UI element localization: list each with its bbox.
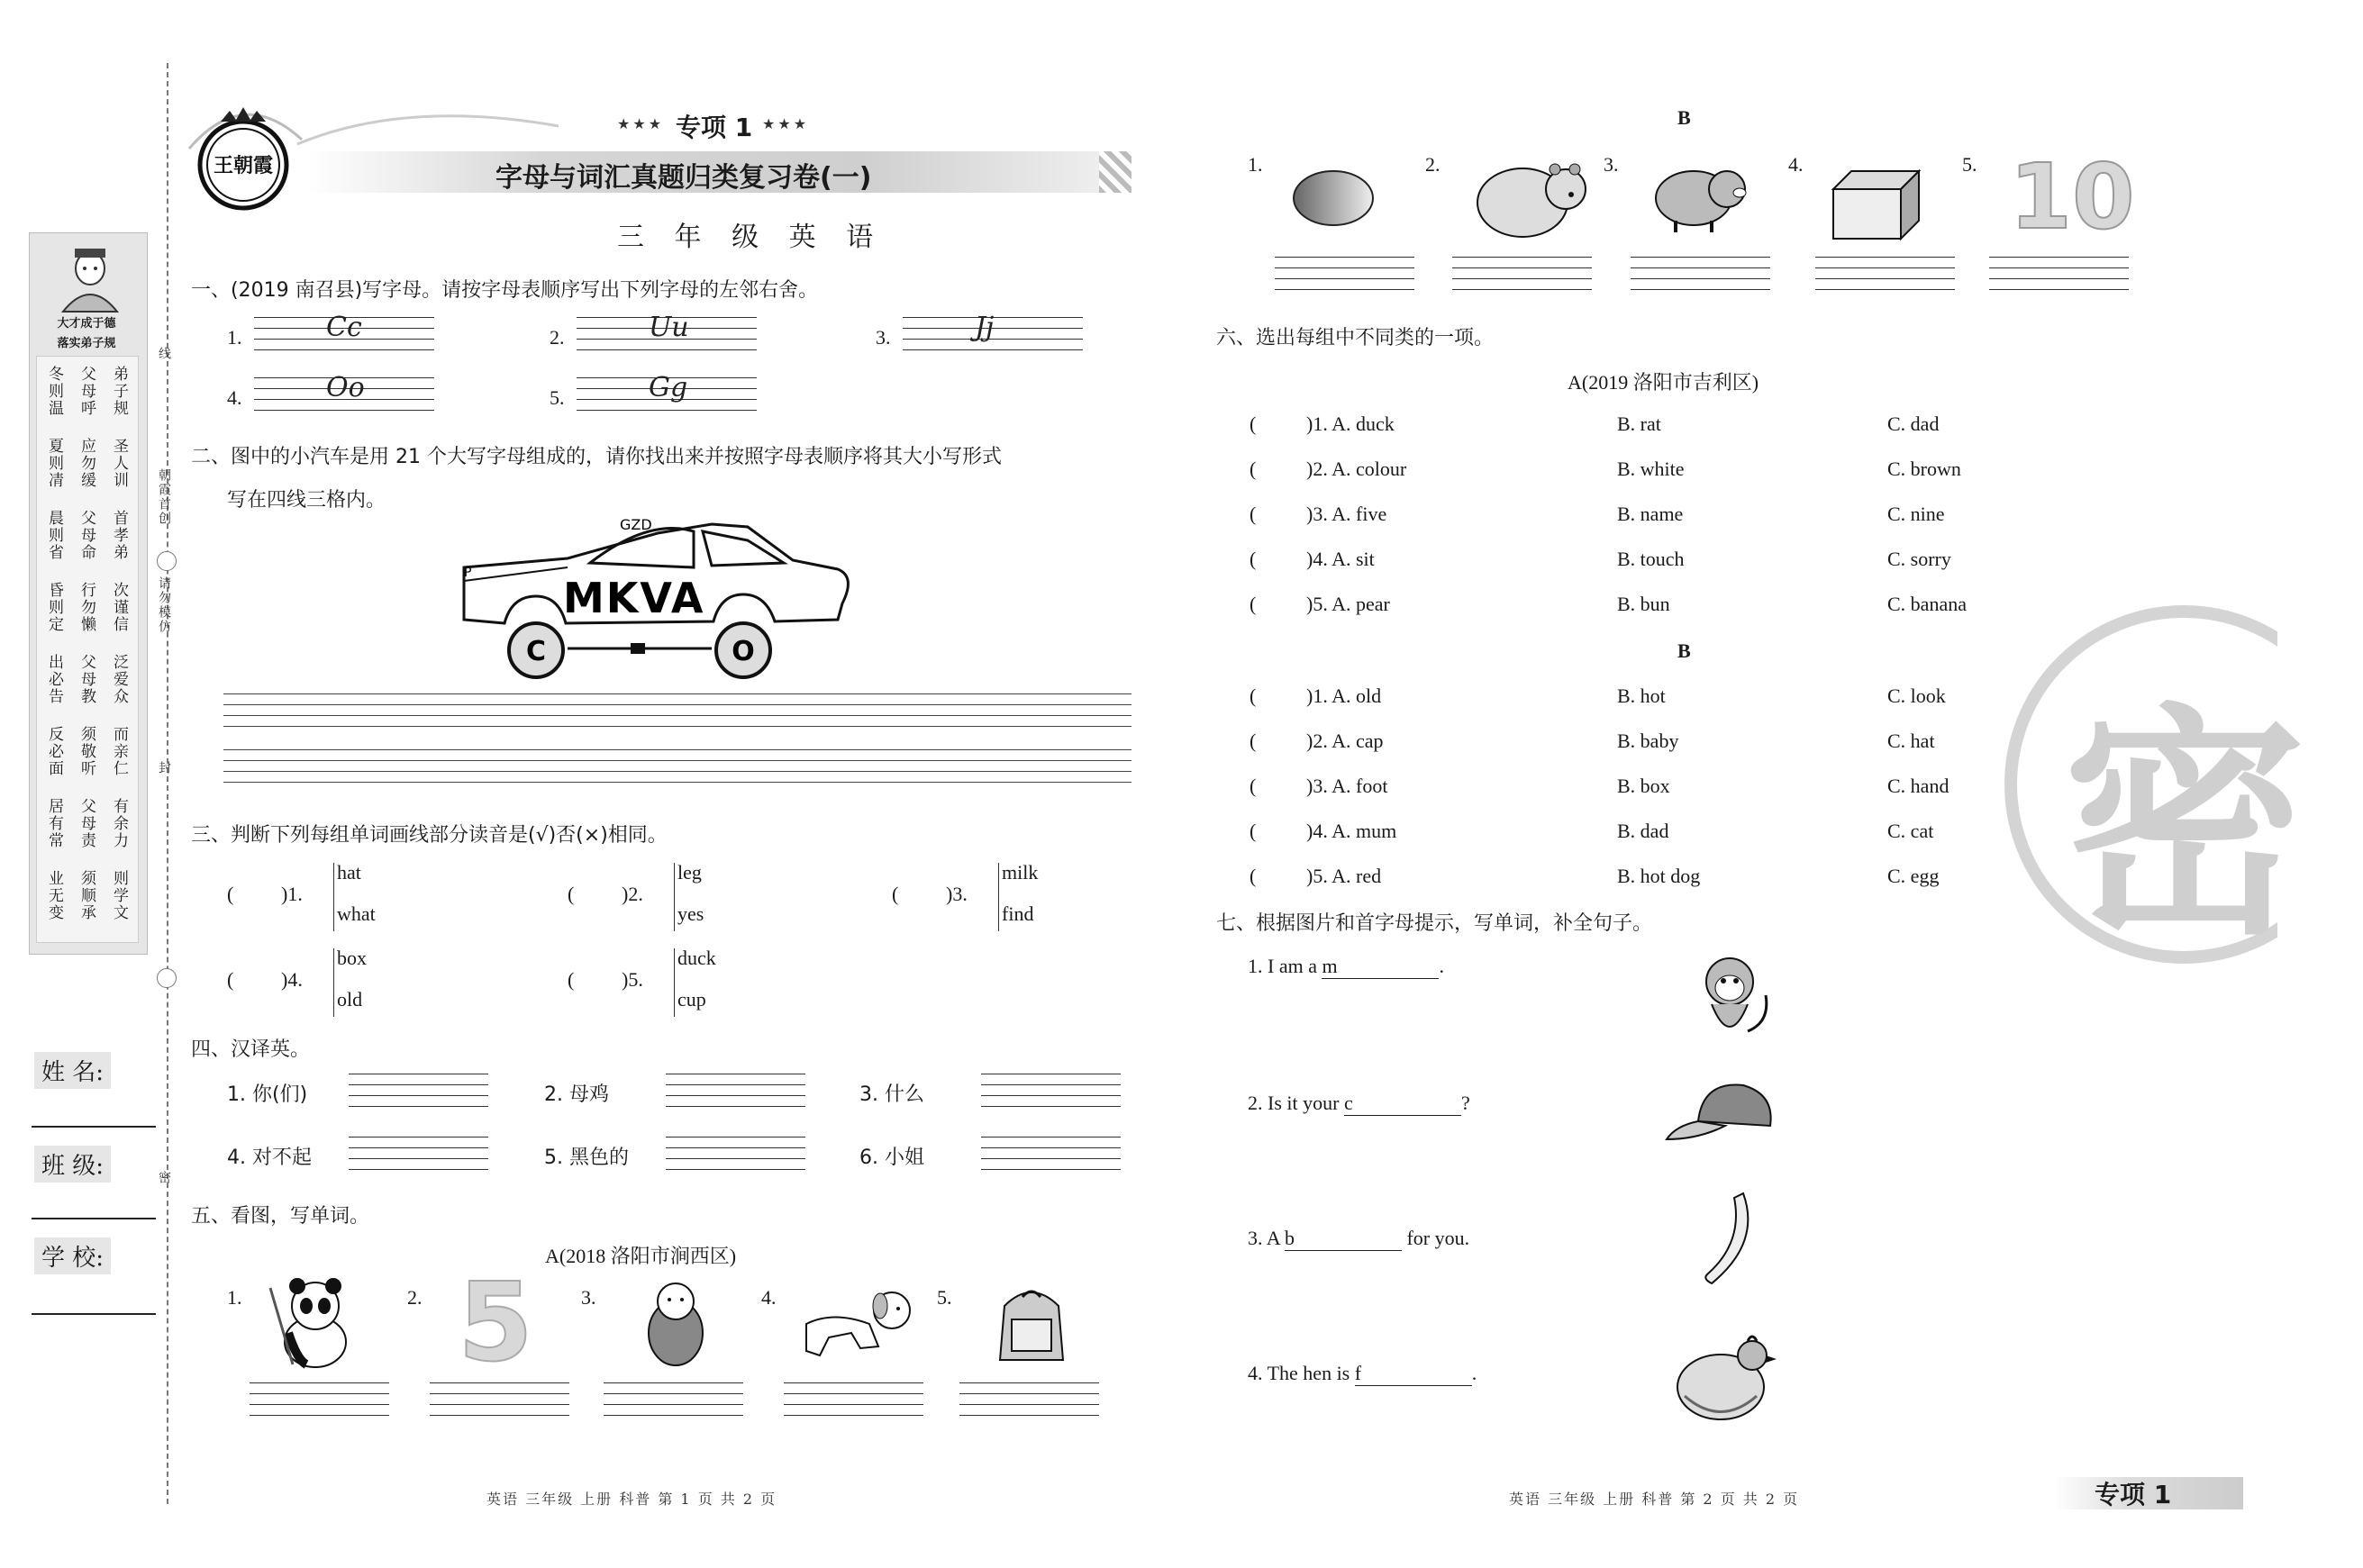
brand-logo-icon — [180, 95, 306, 212]
q6-option-a: )1. A. duck — [1306, 412, 1395, 435]
car-body-letters: MKVA — [563, 574, 705, 622]
q5b-writing-grid[interactable] — [1815, 257, 1955, 298]
q7-sentence-end: ? — [1460, 1092, 1470, 1114]
q5b-item-number: 4. — [1788, 153, 1804, 176]
car-top-letters: GZD — [620, 516, 652, 533]
poem-column: 晨则省 — [45, 510, 63, 561]
q6-option-a: )3. A. five — [1306, 503, 1387, 525]
q7-first-letter: m — [1322, 955, 1338, 977]
q7-sentence — [1248, 955, 1444, 979]
q6-option-a: )1. A. old — [1306, 684, 1382, 707]
q4-writing-grid[interactable] — [666, 1074, 805, 1115]
q5a-writing-grid[interactable] — [959, 1382, 1099, 1424]
q6-option-b: B. touch — [1617, 548, 1685, 570]
q7-answer-blank[interactable] — [1322, 955, 1439, 979]
q3-title: 三、判断下列每组单词画线部分读音是(√)否(×)相同。 — [191, 824, 668, 847]
margin-text-2: 请勿模仿 — [157, 576, 171, 634]
q6-answer-paren[interactable]: ( — [1250, 865, 1257, 887]
q6-option-b: B. name — [1617, 503, 1684, 525]
margin-text-seal: 封 — [157, 761, 171, 775]
q5b-item-number: 5. — [1962, 153, 1977, 176]
q7-answer-blank[interactable] — [1355, 1362, 1472, 1386]
q7-sentence-end: . — [1439, 955, 1444, 977]
q2-title: 二、图中的小汽车是用 21 个大写字母组成的，请你找出来并按照字母表顺序将其大小写形式 — [191, 446, 1002, 468]
q5b-item-number: 2. — [1425, 153, 1441, 176]
q1-item-number: 3. — [876, 326, 891, 349]
q3-word-1: hat — [337, 861, 361, 884]
box-icon — [1824, 162, 1923, 243]
q1-item-number: 1. — [227, 326, 242, 349]
monkey-icon — [1680, 950, 1779, 1049]
q6-option-b: B. hot dog — [1617, 865, 1701, 887]
q6-option-c: C. cat — [1887, 820, 1934, 842]
q6-answer-paren[interactable]: ( — [1250, 820, 1257, 842]
q5a-item-number: 5. — [937, 1286, 952, 1309]
q6-answer-paren[interactable]: ( — [1250, 684, 1257, 707]
q6-option-a: )5. A. red — [1306, 865, 1382, 887]
margin-text-secret: 密 — [157, 1171, 171, 1185]
q4-item-label: 3. 什么 — [859, 1083, 924, 1106]
footer-right: 英语 三年级 上册 科普 第 2 页 共 2 页 — [1509, 1491, 1800, 1508]
q6-answer-paren[interactable]: ( — [1250, 548, 1257, 570]
q1-letter-pair: Gg — [649, 372, 688, 403]
logo-text: 王朝霞 — [213, 154, 274, 177]
q1-letter-pair: Oo — [326, 372, 365, 403]
q5a-writing-grid[interactable] — [784, 1382, 923, 1424]
q6-option-a: )2. A. cap — [1306, 730, 1384, 752]
poem-column: 次谨信 — [110, 582, 128, 633]
q7-sentence-start: 2. Is it your — [1248, 1092, 1344, 1114]
poem-column: 昏则定 — [45, 582, 63, 633]
poem-column: 圣人训 — [110, 438, 128, 489]
q5-group-a: A(2018 洛阳市涧西区) — [545, 1245, 737, 1267]
q2-ruled-line — [223, 771, 1132, 772]
q5b-item-number: 1. — [1248, 153, 1263, 176]
q4-writing-grid[interactable] — [349, 1074, 488, 1115]
car-wheel-c: C — [525, 636, 547, 667]
q4-writing-grid[interactable] — [981, 1074, 1121, 1115]
q2-ruled-line — [223, 704, 1132, 705]
q3-bracket — [998, 863, 999, 931]
poem-column: 冬则温 — [45, 366, 63, 417]
baby-icon — [635, 1270, 716, 1369]
banner-checker — [1099, 151, 1132, 193]
q2-ruled-line — [223, 715, 1132, 716]
page-title: 字母与词汇真题归类复习卷(一) — [495, 162, 872, 194]
q2-ruled-line — [223, 749, 1132, 750]
q6-option-c: C. look — [1887, 684, 1946, 707]
q6-option-c: C. nine — [1887, 503, 1945, 525]
q2-ruled-line — [223, 726, 1132, 727]
number-ten-text: 10 — [2009, 144, 2135, 249]
q6-option-c: C. brown — [1887, 458, 1961, 480]
q7-title: 七、根据图片和首字母提示，写单词，补全句子。 — [1216, 912, 1653, 935]
q6-option-c: C. hat — [1887, 730, 1935, 752]
q6-option-b: B. bun — [1617, 593, 1670, 615]
series-stars-right: ★★★ — [762, 115, 810, 132]
q6-option-a: )3. A. foot — [1306, 775, 1388, 797]
q4-title: 四、汉译英。 — [191, 1038, 311, 1061]
q1-item-number: 2. — [550, 326, 565, 349]
margin-text-1: 朝霞首创 — [157, 468, 171, 526]
q7-sentence — [1248, 1092, 1470, 1116]
q6-answer-paren[interactable]: ( — [1250, 503, 1257, 525]
q4-item-label: 6. 小姐 — [859, 1147, 924, 1169]
dog-icon — [797, 1283, 919, 1364]
q6-answer-paren[interactable]: ( — [1250, 775, 1257, 797]
q3-answer-paren[interactable]: ( — [227, 968, 234, 991]
q2-ruled-line — [223, 782, 1132, 783]
q3-answer-paren[interactable]: ( — [568, 883, 575, 905]
q6-answer-paren[interactable]: ( — [1250, 593, 1257, 615]
q1-letter-pair: Jj — [975, 312, 995, 343]
q2-ruled-line — [223, 693, 1132, 694]
footer-left: 英语 三年级 上册 科普 第 1 页 共 2 页 — [486, 1491, 777, 1508]
class-label: 班 级: — [34, 1146, 111, 1183]
school-field[interactable] — [32, 1313, 156, 1315]
q3-bracket — [674, 948, 675, 1017]
q6-option-c: C. dad — [1887, 412, 1940, 435]
name-field[interactable] — [32, 1126, 156, 1128]
poem-column: 须顺承 — [77, 870, 95, 921]
q2-title-cont: 写在四线三格内。 — [227, 489, 386, 512]
q6-option-a: )5. A. pear — [1306, 593, 1390, 615]
q6-answer-paren[interactable]: ( — [1250, 458, 1257, 480]
q7-sentence-end: . — [1471, 1362, 1477, 1384]
number-five-icon — [455, 1261, 536, 1386]
q3-item-number: )4. — [281, 968, 303, 991]
letter-car-illustration — [450, 513, 856, 684]
q7-sentence-start: 1. I am a — [1248, 955, 1322, 977]
q5b-writing-grid[interactable] — [1275, 257, 1414, 298]
poem-column: 父母命 — [77, 510, 95, 561]
pig-icon — [1644, 153, 1752, 234]
poem-column: 行勿懒 — [77, 582, 95, 633]
q7-first-letter: f — [1354, 1362, 1362, 1384]
q4-writing-grid[interactable] — [981, 1137, 1121, 1178]
q6-group-b: B — [1677, 639, 1691, 662]
poem-grid — [40, 362, 133, 938]
q3-word-2: what — [337, 902, 376, 925]
q3-bracket — [333, 948, 334, 1017]
q6-option-c: C. banana — [1887, 593, 1967, 615]
q3-word-1: leg — [677, 861, 702, 884]
number-five-text: 5 — [458, 1261, 533, 1386]
q5a-item-number: 1. — [227, 1286, 242, 1309]
q3-word-1: duck — [677, 947, 716, 969]
q4-item-label: 2. 母鸡 — [544, 1083, 609, 1106]
q1-letter-pair: Cc — [326, 312, 362, 343]
q6-title: 六、选出每组中不同类的一项。 — [1216, 327, 1495, 349]
binding-dash-line — [167, 63, 168, 1504]
poem-column: 应勿缓 — [77, 438, 95, 489]
q6-option-b: B. rat — [1617, 412, 1661, 435]
q5a-writing-grid[interactable] — [430, 1382, 569, 1424]
poem-column: 须敬听 — [77, 726, 95, 777]
poem-column: 反必面 — [45, 726, 63, 777]
stamp-char: 密 — [2063, 684, 2306, 967]
q3-word-2: find — [1002, 902, 1034, 925]
q5b-writing-grid[interactable] — [1631, 257, 1770, 298]
q3-bracket — [674, 863, 675, 931]
poem-column: 居有常 — [45, 798, 63, 849]
q6-option-b: B. white — [1617, 458, 1685, 480]
scholar-icon — [50, 241, 131, 313]
poem-column: 业无变 — [45, 870, 63, 921]
q7-first-letter: b — [1284, 1227, 1295, 1249]
q7-sentence-start: 4. The hen is — [1248, 1362, 1355, 1384]
motto-2: 落实弟子规 — [57, 337, 116, 350]
q5b-item-number: 3. — [1604, 153, 1619, 176]
q5a-item-number: 2. — [407, 1286, 423, 1309]
q4-writing-grid[interactable] — [349, 1137, 488, 1178]
q1-item-number: 5. — [550, 386, 565, 409]
q5b-writing-grid[interactable] — [1452, 257, 1592, 298]
q3-item-number: )1. — [281, 883, 303, 905]
q3-word-2: cup — [677, 988, 706, 1011]
q6-option-b: B. baby — [1617, 730, 1679, 752]
name-label: 姓 名: — [34, 1052, 111, 1089]
poem-column: 则学文 — [110, 870, 128, 921]
motto-1: 大才成于德 — [57, 317, 116, 331]
poem-column: 弟子规 — [110, 366, 128, 417]
q6-group-a: A(2019 洛阳市吉利区) — [1568, 371, 1759, 394]
q6-option-c: C. hand — [1887, 775, 1949, 797]
q4-writing-grid[interactable] — [666, 1137, 805, 1178]
q7-answer-blank[interactable] — [1344, 1092, 1461, 1116]
q6-option-b: B. hot — [1617, 684, 1666, 707]
poem-column: 父母教 — [77, 654, 95, 705]
q3-word-1: box — [337, 947, 367, 969]
poem-column: 而亲仁 — [110, 726, 128, 777]
poem-column: 首孝弟 — [110, 510, 128, 561]
car-letter-p: P — [464, 566, 472, 580]
q3-answer-paren[interactable]: ( — [568, 968, 575, 991]
q4-item-label: 5. 黑色的 — [544, 1147, 629, 1169]
q5a-writing-grid[interactable] — [250, 1382, 389, 1424]
class-field[interactable] — [32, 1218, 156, 1219]
number-ten-icon — [2009, 144, 2135, 249]
q7-sentence-end: for you. — [1401, 1227, 1470, 1249]
q1-letter-pair: Uu — [649, 312, 689, 343]
q3-word-2: yes — [677, 902, 704, 925]
q5a-item-number: 4. — [761, 1286, 777, 1309]
footer-corner-label: 专项 1 — [2095, 1480, 2172, 1509]
poem-column: 父母责 — [77, 798, 95, 849]
q5a-item-number: 3. — [581, 1286, 596, 1309]
q3-item-number: )5. — [622, 968, 643, 991]
page-subtitle: 三 年 级 英 语 — [617, 222, 885, 253]
binding-hole-icon — [157, 551, 177, 571]
q1-title: 一、(2019 南召县)写字母。请按字母表顺序写出下列字母的左邻右舍。 — [191, 279, 819, 302]
q3-item-number: )3. — [946, 883, 968, 905]
schoolbag-icon — [986, 1279, 1077, 1369]
q4-item-label: 4. 对不起 — [227, 1147, 312, 1169]
egg-icon — [1288, 162, 1378, 234]
q6-option-b: B. dad — [1617, 820, 1669, 842]
panda-icon — [261, 1270, 360, 1369]
q6-option-c: C. egg — [1887, 865, 1940, 887]
q3-answer-paren[interactable]: ( — [227, 883, 234, 905]
q7-sentence — [1248, 1362, 1477, 1386]
cap-icon — [1662, 1076, 1779, 1148]
q1-item-number: 4. — [227, 386, 242, 409]
q5a-writing-grid[interactable] — [604, 1382, 743, 1424]
q4-item-label: 1. 你(们) — [227, 1083, 308, 1106]
q6-option-a: )4. A. mum — [1306, 820, 1397, 842]
poem-column: 泛爱众 — [110, 654, 128, 705]
q7-answer-blank[interactable] — [1285, 1227, 1402, 1251]
q6-option-c: C. sorry — [1887, 548, 1951, 570]
q6-answer-paren[interactable]: ( — [1250, 730, 1257, 752]
banana-icon — [1694, 1189, 1766, 1288]
q3-word-2: old — [337, 988, 363, 1011]
q7-first-letter: c — [1343, 1092, 1353, 1114]
q5-title: 五、看图，写单词。 — [191, 1205, 370, 1228]
poem-column: 出必告 — [45, 654, 63, 705]
q6-option-b: B. box — [1617, 775, 1670, 797]
series-stars: ★★★ — [617, 115, 665, 132]
q3-item-number: )2. — [622, 883, 643, 905]
q2-answer-lines[interactable] — [223, 693, 1132, 802]
binding-hole-icon — [157, 968, 177, 988]
car-wheel-o: O — [732, 636, 755, 667]
bear-icon — [1468, 153, 1595, 243]
q6-option-a: )2. A. colour — [1306, 458, 1407, 480]
poem-column: 有余力 — [110, 798, 128, 849]
series-label: 专项 1 — [676, 113, 753, 142]
poem-column: 夏则凊 — [45, 438, 63, 489]
q6-option-a: )4. A. sit — [1306, 548, 1375, 570]
q5-group-b: B — [1677, 106, 1691, 129]
q3-bracket — [333, 863, 334, 931]
margin-text-line: 线 — [157, 347, 171, 361]
q7-sentence — [1248, 1227, 1469, 1251]
q5b-writing-grid[interactable] — [1989, 257, 2129, 298]
q6-answer-paren[interactable]: ( — [1250, 412, 1257, 435]
q7-sentence-start: 3. A — [1248, 1227, 1285, 1249]
hen-icon — [1667, 1328, 1784, 1428]
q3-answer-paren[interactable]: ( — [892, 883, 899, 905]
poem-column: 父母呼 — [77, 366, 95, 417]
q3-word-1: milk — [1002, 861, 1039, 884]
ribbon-decoration — [297, 99, 568, 153]
school-label: 学 校: — [34, 1237, 111, 1274]
q2-ruled-line — [223, 760, 1132, 761]
